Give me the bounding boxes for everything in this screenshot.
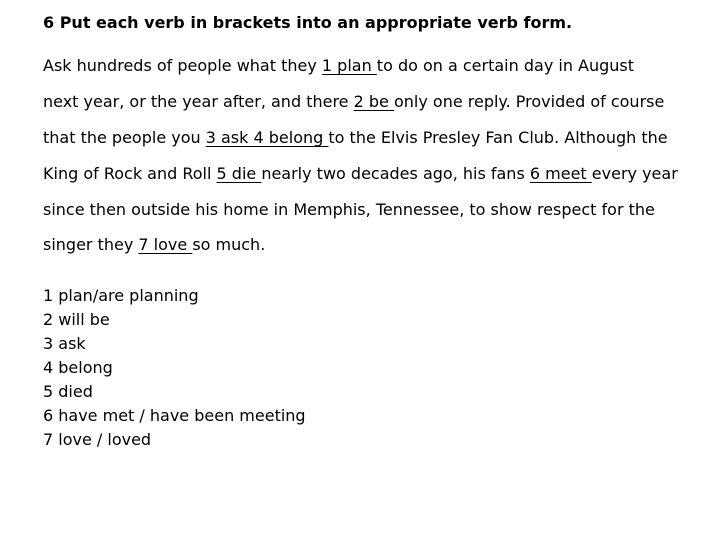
paragraph-text: singer they [43, 235, 139, 254]
blank-1: 1 plan [321, 56, 377, 75]
paragraph-text: every year [591, 164, 678, 183]
paragraph-text: so much. [192, 235, 266, 254]
blank-2: 2 be [353, 92, 394, 111]
answer-item: 1 plan/are planning [43, 286, 199, 305]
paragraph-line-3 [43, 126, 668, 150]
paragraph-line-5: since then outside his home in Memphis, Tennessee, to show respect for the [43, 200, 655, 219]
exercise-title: 6 Put each verb in brackets into an appropriate verb form. [43, 13, 573, 32]
paragraph-text: King of Rock and Roll [43, 164, 217, 183]
blank-6: 6 meet [529, 164, 592, 183]
answer-key-list [43, 284, 306, 452]
answer-item: 7 love / loved [43, 430, 152, 449]
paragraph-text: only one reply. Provided of course [393, 92, 665, 111]
paragraph-text: Ask hundreds of people what they [43, 56, 322, 75]
paragraph-text: to the Elvis Presley Fan Club. Although the [328, 128, 668, 147]
blank-7: 7 love [138, 235, 193, 254]
paragraph-text: that the people you [43, 128, 206, 147]
paragraph-text: nearly two decades ago, his fans [261, 164, 530, 183]
answer-item: 6 have met / have been meeting [43, 406, 306, 425]
blank-4: 4 belong [253, 128, 329, 147]
paragraph-line-4 [43, 162, 678, 186]
paragraph-text: to do on a certain day in August [376, 56, 635, 75]
paragraph-line-1 [43, 54, 634, 78]
paragraph-text: next year, or the year after, and there [43, 92, 354, 111]
blank-3: 3 ask [205, 128, 254, 147]
answer-item: 5 died [43, 382, 93, 401]
blank-5: 5 die [216, 164, 262, 183]
paragraph-line-6 [43, 233, 265, 257]
answer-item: 4 belong [43, 358, 113, 377]
paragraph-line-2 [43, 90, 664, 114]
answer-item: 2 will be [43, 310, 110, 329]
answer-item: 3 ask [43, 334, 86, 353]
